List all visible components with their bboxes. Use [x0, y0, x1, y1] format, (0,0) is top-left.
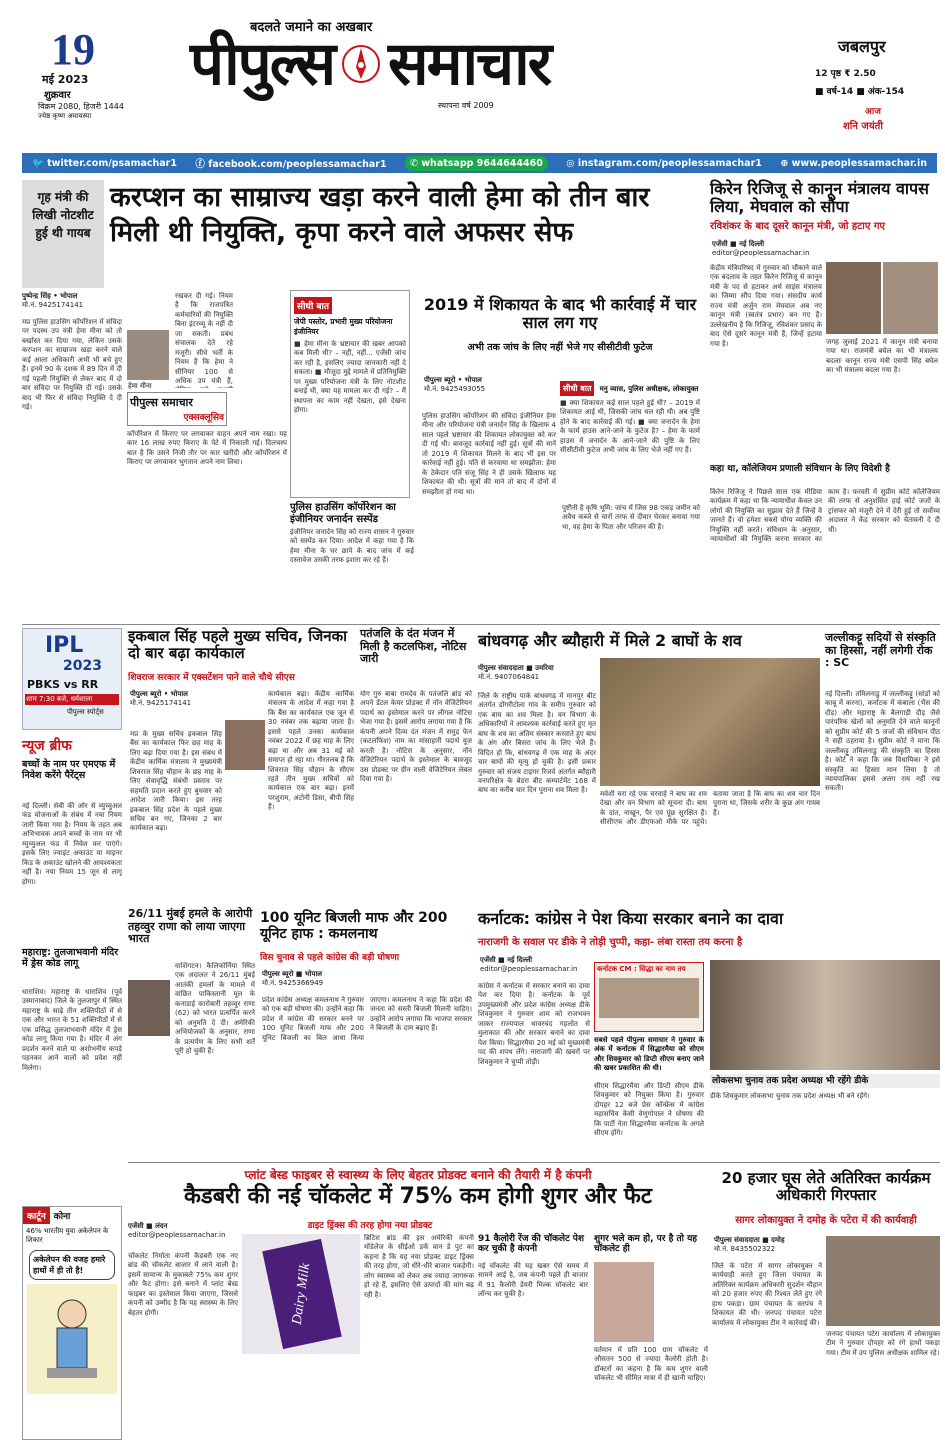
cartoon-box	[22, 1206, 122, 1440]
tithi: ज्येष्ठ कृष्ण अमावस्या	[38, 112, 92, 120]
badge-text: पीपुल्स समाचार	[130, 396, 193, 409]
lead-photo	[127, 330, 169, 380]
second-sidhi-who: मनु व्यास, पुलिस अधीक्षक, लोकायुक्त	[599, 385, 699, 393]
tiger-byline: पीपुल्स संवाददाता ■ उमरिया मो.नं. 9407064841	[478, 664, 554, 681]
iqbal-photo	[225, 720, 265, 770]
second-body: पुलिस हाउसिंग कॉर्पोरेशन की संविदा इंजीनियर हेमा मीना और परियोजना यंत्री जनार्दन सिंह के खिलाफ 4 साल पहले भ्रष्टाचार की शिकायत लोकायुक्त को कर दी गई थी। बावजूद कार्रवाई नहीं हुई। सूत्रों की मानें तो 2019 में शिकायत मिलने के बाद भी इस पर कार्रवाई नहीं हुई। पति से करवाया था समझौता: हेमा के ठेकेदार पति संजू सिंह ने ही उसके खिलाफ यह शिकायत की थी। सूत्रों की माने तो बाद में दोनों में समझौता हो गया था।	[422, 412, 556, 496]
news-brief-title: न्यूज ब्रीफ	[22, 738, 72, 754]
facebook-icon: ⓕ	[195, 159, 209, 170]
twitter-icon: 🐦	[32, 157, 48, 169]
lead-badge	[127, 392, 227, 426]
ipl-teams: PBKS vs RR	[27, 678, 99, 691]
tiger-body: जिले के राष्ट्रीय पार्क बांधवगढ़ में मानपुर बीट अंतर्गत डोंगरीटोला गांव के समीप गुरुवार को एक बाघ का शव मिला है। वन विभाग के अधिकारियों ने आवश्यक कार्रवाई करते हुए मृत बाघ के शव का अंतिम संस्कार करवाते हुए बाघ के अंग और बिसरा जांच के लिए भेजे हैं। विदित हो कि, बांधवगढ़ में एक माह के अंदर चार बाघों की मृत्यु हो चुकी है। इसी प्रकार गुरुवार को संजय टाइगर रिजर्व अंतर्गत ब्यौहारी वनपरिक्षेत्र के बेडरा बीट कम्पार्टमेंट 168 में बाघ का करीब चार दिन पुराना शव मिला है।	[478, 692, 596, 795]
lead-col3: कॉर्पोरेशन में किराए पर लगवाकर वाहन अपने नाम रखा। यह कार 16 लाख रुपए किराए के पेटे में निकाली गई। दिलचस्प बात है कि उसने निजी तौर पर कार खरीदी और कॉर्पोरेशन में किराए पर लगवाकर भुगतान अपने नाम लिया।	[127, 430, 287, 467]
date-block	[38, 25, 148, 121]
sugar-photo	[594, 1262, 654, 1342]
second-sidhi-label: सीधी बात	[560, 381, 594, 396]
kamalnath-headline: 100 यूनिट बिजली माफ और 200 यूनिट हाफ : कमलनाथ	[260, 910, 448, 943]
cadbury-headline: कैडबरी की नई चॉकलेट में 75% कम होगी शुगर और फैट	[184, 1184, 652, 1209]
badge-text-2: एक्सक्लूसिव	[183, 413, 224, 423]
cadbury-kicker: प्लांट बेस्ड फाइबर से स्वास्थ्य के लिए बेहतर प्रोडक्ट बनाने की तैयारी में है कंपनी	[244, 1168, 592, 1182]
kamalnath-body: प्रदेश कांग्रेस अध्यक्ष कमलनाथ ने गुरुवार को एक बड़ी घोषणा की। उन्होंने कहा कि प्रदेश में कांग्रेस की सरकार बनने पर 100 यूनिट बिजली माफ और 200 यूनिट बिजली का बिल आधा किया जाएगा। कमलनाथ ने कहा कि प्रदेश की जनता को सस्ती बिजली मिलनी चाहिए। उन्होंने आरोप लगाया कि भाजपा सरकार ने बिजली के दाम बढ़ाए हैं।	[262, 996, 472, 1042]
brief-headline-2: महाराष्ट्र: तुलजाभवानी मंदिर में ड्रेस कोड लागू	[22, 947, 119, 969]
arrest-headline: 20 हजार घूस लेते अतिरिक्त कार्यक्रम अधिकारी गिरफ्तार	[721, 1169, 931, 1205]
tiger-col2: मवेशी चरा रहे एक चरवाहे ने बाघ का शव देखा और वन विभाग को सूचना दी। बाघ के दांत, नाखून, पैर एवं पूंछ सुरक्षित हैं। सीसीएफ और डीएफओ मौके पर पहुंचे। बताया जाता है कि बाघ का शव चार दिन पुराना था, जिसके शरीर के कुछ अंग गायब हैं।	[600, 790, 820, 827]
arrest-sub: सागर लोकायुक्त ने दमोह के पटेरा में की कार्यवाही	[735, 1215, 917, 1226]
second-sub: अभी तक जांच के लिए नहीं भेजे गए सीसीटीवी फुटेज	[467, 342, 653, 353]
patanjali-body: योग गुरु बाबा रामदेव के पतंजलि ब्रांड को अपने डेंटल केयर प्रोडक्ट में नॉन वेजिटेरियन पदार्थ का इस्तेमाल करने पर लीगल नोटिस भेजा गया है। इसमें आरोप लगाया गया है कि कंपनी अपने दिव्य दंत मंजन में समुद्र फेन (कटलफिश) नाम का मांसाहारी पदार्थ यूज करती है। नोटिस के अनुसार, नॉन वेजिटेरियन पदार्थ के इस्तेमाल के बावजूद उस प्रोडक्ट पर ग्रीन वाली वेजिटेरियन लेबल दिया गया है।	[360, 690, 472, 783]
cartoon-header	[23, 1207, 121, 1224]
mini-photo	[599, 978, 699, 1018]
iqbal-sub: शिवराज सरकार में एक्सटेंशन पाने वाले चौथे सीएस	[128, 673, 295, 683]
price: 12 पृष्ठ ₹ 2.50	[815, 69, 876, 79]
rijiju-sub: रविशंकर के बाद दूसरे कानून मंत्री, जो हटाए गए	[710, 221, 886, 232]
karnataka-caption-body: डीके शिवकुमार लोकसभा चुनाव तक प्रदेश अध्यक्ष भी बने रहेंगे।	[710, 1092, 870, 1100]
ipl-time: शाम 7:30 बजे, धर्मशाला	[25, 694, 119, 705]
karnataka-caption: लोकसभा चुनाव तक प्रदेश अध्यक्ष भी रहेंगे डीके	[710, 1074, 940, 1088]
patanjali-headline: पतंजलि के दंत मंजन में मिली है कटलफिश, नोटिस जारी	[360, 627, 467, 666]
instagram-link[interactable]: ◎ instagram.com/peoplessamachar1	[566, 157, 762, 169]
sidhi-who: जेपी पस्तोर, प्रभारी मुख्य परियोजना इंजीनियर	[294, 317, 393, 336]
established: स्थापना वर्ष 2009	[438, 101, 494, 110]
sugar-headline: शुगर भले कम हो, पर है तो यह चॉकलेट ही	[594, 1234, 698, 1255]
chocolate-bar: Dairy Milk	[262, 1239, 341, 1349]
cartoon-drawing	[27, 1284, 117, 1394]
brief-headline-1: बच्चों के नाम पर एमएफ में निवेश करेंगे पैरेंट्स	[22, 759, 116, 781]
rijiju-subhead: कहा था, कॉलेजियम प्रणाली संविधान के लिए विदेशी है	[710, 464, 890, 474]
karnataka-photo	[710, 960, 940, 1070]
kamalnath-byline: पीपुल्स ब्यूरो ■ भोपाल मो.नं. 9425366949	[262, 970, 324, 987]
ipl-logo: IPL	[45, 633, 84, 658]
iqbal-col2: कार्यकाल बढ़ा। केंद्रीय कार्मिक मंत्रालय के आदेश में कहा गया है कि बैंस का कार्यकाल एक जून से 30 नवंबर तक बढ़ाया जाता है। इससे पहले उनका कार्यकाल नवंबर 2022 में छह माह के लिए बढ़ा था और अब 31 मई को समाप्त हो रहा था। गौरतलब है कि शिवराज सिंह चौहान के सीएम रहते तीन मुख्य सचिवों को कार्यकाल एक बार बढ़ा। इनमें परशुराम, अंटोनी डिसा, बीपी सिंह हैं।	[268, 690, 354, 812]
masthead	[0, 0, 945, 152]
second-byline: पीपुल्स ब्यूरो • भोपाल मो.नं. 9425493055	[424, 376, 486, 393]
samvat: विक्रम 2080, हिजरी 1444	[38, 102, 124, 111]
rana-headline: 26/11 मुंबई हमले के आरोपी तहव्वुर राणा को लाया जाएगा भारत	[128, 907, 253, 946]
lead-headline: करप्शन का साम्राज्य खड़ा करने वाली हेमा को तीन बार मिली थी नियुक्ति, कृपा करने वाले अफसर सेफ	[110, 182, 650, 249]
rijiju-photo	[826, 262, 938, 334]
pen-logo-icon	[340, 43, 382, 85]
calorie-headline: 91 कैलोरी रेंज की चॉकलेट पेश कर चुकी है कंपनी	[478, 1234, 584, 1255]
city: जबलपुर	[838, 37, 886, 56]
cadbury-sub: डाइट ड्रिंक्स की तरह होगा नया प्रोडक्ट	[307, 1221, 433, 1231]
police-box	[290, 502, 414, 620]
sidhi-baat-box	[290, 290, 410, 498]
title-right: समाचार	[388, 29, 551, 99]
web-link[interactable]: ⊕ www.peoplessamachar.in	[780, 157, 927, 169]
cadbury-col2: ब्रिटिश ब्रांड की इस अमेरिकी कंपनी मोंडेलेज के सीईओ डर्क वान डे पुट का कहना है कि यह नया प्रोडक्ट डाइट ड्रिंक्स की तरह होगा, जो धीरे-धीरे बाजार पकड़ेगी। लोग स्वास्थ्य को लेकर अब ज्यादा जागरूक हो रहे हैं, इसलिए ऐसे उत्पादों की मांग बढ़ रही है।	[364, 1234, 474, 1299]
cadbury-body: चॉकलेट निर्माता कंपनी कैडबरी एक नए ब्रांड की चॉकलेट बाजार में लाने वाली है। इसमें सामान्य के मुकाबले 75% कम शुगर और फैट होगा। इसे बनाने में प्लांट बेस्ड फाइबर का इस्तेमाल किया जाएगा, जिससे कंपनी को उम्मीद है कि यह स्वास्थ्य के लिए बेहतर होगी।	[128, 1252, 238, 1317]
tiger-photo	[600, 658, 820, 786]
second-body-2: पुष्टीनी है कृषि भूमि: जांच में जिस 98 एकड़ जमीन को अवैध कब्जे से चारों तरफ से दीवार घेरकर बनाया गया था, वह हेमा के पिता और परिजन की है।	[562, 504, 700, 531]
instagram-icon: ◎	[566, 157, 578, 169]
arrest-byline: पीपुल्स संवाददाता ■ दमोह मो.नं. 8435502322	[714, 1236, 785, 1253]
rijiju-caption: जगह जुलाई 2021 में कानून मंत्री बनाया गया था। राजमंत्री बघेल का भी मंत्रालय बदलाः कानून राज्य मंत्री एसपी सिंह बघेल का भी मंत्रालय बदला गया है।	[826, 338, 938, 375]
rijiju-photo-1	[826, 262, 881, 334]
karnataka-mini-caption: सबसे पहले पीपुल्स समाचार ने गुरुवार के अंक में कर्नाटक में सिद्धारमैया को सीएम और शिवकुमार को डिप्टी सीएम बनाए जाने की खबर प्रकाशित की थी।	[594, 1036, 704, 1073]
lead-col2: रखकर दी गई। नियम है कि राजपत्रित कर्मचारियों की नियुक्ति बिना इंटरव्यू के नहीं दी जा सकती। प्रबंध संचालक देते रहे मंजूरी। सीधे भर्ती के नियम हैं कि हेमा ने सीनियर 100 से अधिक उप यंत्री हैं,	[175, 292, 233, 385]
lead-photo-caption: हेमा मीना	[128, 382, 152, 390]
whatsapp-link[interactable]: ✆ whatsapp 9644644460	[405, 156, 548, 171]
brief-body-2: धाराशिव। महाराष्ट्र के धाराशिव (पूर्व उस्मानाबाद) जिले के तुलजापुर में स्थित महाराष्ट्र के साढ़े तीन शक्तिपीठों में से एक और भारत के 51 शक्तिपीठों में से एक प्रसिद्ध तुलजाभवानी मंदिर में ड्रेस कोड लागू किया गया है। मंदिर में अंग प्रदर्शन करने वाले या अशोभनीय कपड़े पहनकर आने वालों को प्रवेश नहीं मिलेगा।	[22, 988, 122, 1072]
ipl-credit: पीपुल्स स्पोर्ट्स	[67, 708, 104, 716]
rijiju-photo-2	[883, 262, 938, 334]
second-sidhi	[560, 376, 700, 509]
lead-col1: मप्र पुलिस हाउसिंग कॉर्पोरेशन में संविदा पर पदस्थ उप यंत्री हेमा मीना को तो बर्खास्त कर दिया गया, लेकिन उसके करप्शन का साम्राज्य खड़ा करने वाले कई आला अधिकारी अभी भी बचे हुए हैं। इनमें 90 के दशक में 89 दिन में दी गई पहली नियुक्ति से लेकर बाद में दो बार संविदा पर नियुक्ति दी गई। उसके बाद भी फिर से संविदा नियुक्ति दे दी गई।	[22, 318, 122, 411]
twitter-link[interactable]: 🐦 twitter.com/psamachar1	[32, 157, 177, 169]
issue: ■ वर्ष-14 ■ अंक-154	[815, 87, 905, 97]
rijiju-body2: किरेन रिजिजू ने पिछले साल एक मीडिया कार्यक्रम में कहा था कि न्यायाधीश केवल उन लोगों की नियुक्ति का सुझाव देते हैं जिन्हें वे जानते हैं। वो हमेशा सबसे योग्य व्यक्ति की नियुक्ति नहीं करते। संविधान के अनुसार, न्यायाधीशों की नियुक्ति करना सरकार का काम है। फरवरी में सुप्रीम कोर्ट कॉलेजियम की तरफ से अनुशंसित हाई कोर्ट जजों के ट्रांसफर को मंजूरी देने में देरी हुई तो सर्वोच्च अदालत ने केंद्र सरकार को चेतावनी दे दी थी।	[710, 488, 940, 544]
paper-title	[190, 30, 760, 98]
side-ribbon: गृह मंत्री की लिखी नोटशीट हुई थी गायब	[22, 180, 104, 288]
karnataka-headline: कर्नाटक: कांग्रेस ने पेश किया सरकार बनाने का दावा	[478, 909, 784, 928]
festival: शनि जयंती	[843, 121, 883, 132]
date-month: मई 2023	[42, 73, 89, 86]
iqbal-byline: पीपुल्स ब्यूरो • भोपाल मो.नं. 9425174141	[130, 690, 192, 707]
karnataka-sub: नाराजगी के सवाल पर डीके ने तोड़ी चुप्पी, कहा- लंबा रास्ता तय करना है	[478, 937, 743, 948]
rana-photo	[128, 980, 170, 1036]
karnataka-mini	[594, 962, 704, 1032]
globe-icon: ⊕	[780, 157, 792, 169]
divider	[22, 624, 940, 625]
second-qa: ■ क्या शिकायत कई साल पहले हुई थी? – 2019 में शिकायत आई थी, जिसकी जांच चल रही थी। अब पुष्टि होने के बाद कार्रवाई की गई। ■ क्या जनार्दन के हेमा के फार्म हाउस आने-जाने के फुटेज है? – हेमा के फार्म हाउस में जनार्दन के आने-जाने की पुष्टि के लिए सीसीटीवी फुटेज अभी जांच के लिए भेजे नहीं गए हैं।	[560, 399, 700, 455]
cadbury-byline: एजेंसी ■ लंदन editor@peoplessamachar.in	[128, 1222, 226, 1239]
arrest-body: जिले के पटेरा में सागर लोकायुक्त ने कार्यवाही करते हुए जिला पंचायत के अतिरिक्त कार्यक्रम अधिकारी सुदर्शन चौहान को 20 हजार रुपए की रिश्वत लेते हुए रंगे हाथ पकड़ा। ग्राम पंचायत के सरपंच ने शिकायत की थी। जनपद पंचायत पटेरा कार्यालय में लोकायुक्त टीम ने कार्रवाई की।	[712, 1262, 822, 1327]
rana-body: वाशिंगटन। कैलिफोर्निया स्थित एक अदालत ने 26/11 मुंबई आतंकी हमलों के मामले में वांछित पाकिस्तानी मूल के कनाडाई कारोबारी तहव्वुर राणा (62) को भारत प्रत्यर्पित करने को अनुमति दे दी। अमेरिकी अभियोजकों के अनुसार, राणा के प्रत्यर्पण के लिए सभी शर्तें पूरी हो चुकी हैं।	[175, 962, 255, 1055]
karnataka-col2: सीएम सिद्धारमैया और डिप्टी सीएम डीके शिवकुमार को नियुक्त किया है। गुरुवार दोपहर 12 बजे प्रेस कॉन्फ्रेंस में कांग्रेस महासचिव केसी वेणुगोपाल ने घोषणा की कि पार्टी नेता सिद्धारमैया कर्नाटक के अगले सीएम होंगे।	[594, 1082, 704, 1138]
tagline: बदलते जमाने का अखबार	[250, 20, 373, 35]
karnataka-byline: एजेंसी ■ नई दिल्ली editor@peoplessamachar.in	[480, 956, 578, 973]
jallikattu-headline: जल्लीकट्टू सदियों से संस्कृति का हिस्सा, नहीं लगेगी रोक : SC	[825, 631, 936, 670]
lead-byline: पुष्पेन्द्र सिंह • भोपाल मो.नं. 9425174141	[22, 292, 84, 309]
mini-label: कर्नाटक CM : सिद्धा का नाम तय	[597, 965, 686, 973]
facebook-link[interactable]: ⓕ facebook.com/peoplessamachar1	[195, 159, 387, 170]
cartoon-corner: कोना	[53, 1212, 71, 1222]
police-title: पुलिस हाउसिंग कॉर्पोरेशन का इंजीनियर जनार्दन सस्पेंड	[290, 502, 396, 525]
iqbal-headline: इकबाल सिंह पहले मुख्य सचिव, जिनका दो बार बढ़ा कार्यकाल	[128, 627, 348, 663]
police-text: इंजीनियर जनार्दन सिंह को राज्य शासन ने गुरुवार को सस्पेंड कर दिया। आदेश में कहा गया है कि हेमा मीना के घर छापे के बाद जांच में कई दस्तावेज उसकी तरफ इशारा कर रहे हैं।	[290, 528, 414, 565]
divider-2	[128, 1162, 940, 1163]
second-headline: 2019 में शिकायत के बाद भी कार्रवाई में चार साल लग गए	[423, 295, 697, 333]
title-left: पीपुल्स	[190, 29, 335, 99]
cartoon-label: कार्टून	[23, 1207, 50, 1224]
karnataka-body: कांग्रेस ने कर्नाटक में सरकार बनाने का दावा पेश कर दिया है। कर्नाटक के पूर्व उपमुख्यमंत्री और प्रदेश कांग्रेस अध्यक्ष डीके शिवकुमार ने गुरुवार शाम को राजभवन जाकर राज्यपाल थावरचंद गहलोत से मुलाकात की और सरकार बनाने का दावा पेश किया। सिद्धारमैया 20 मई को मुख्यमंत्री पद की शपथ लेंगे। नाराजगी की खबरों पर शिवकुमार ने चुप्पी तोड़ी।	[478, 982, 590, 1066]
rijiju-byline: एजेंसी ■ नई दिल्ली editor@peoplessamachar.in	[712, 240, 810, 257]
social-bar	[22, 153, 937, 173]
jallikattu-body: नई दिल्ली। तमिलनाडु में जल्लीकट्टू (सांडों को काबू में करना), कर्नाटक में कंबाला (भैंस की दौड़) और महाराष्ट्र के बैलगाड़ी दौड़ जैसे पारंपरिक खेलों को अनुमति देने वाले कानूनों को सुप्रीम कोर्ट की 5 जजों की संविधान पीठ ने सही ठहराया है। सुप्रीम कोर्ट ने माना कि जल्लीकट्टू तमिलनाडु की संस्कृति का हिस्सा है। कोर्ट ने कहा कि जब विधायिका ने इसे संस्कृति का हिस्सा मान लिया है तो न्यायपालिका इससे अलग राय नहीं रख सकती।	[825, 690, 940, 793]
chocolate-photo	[242, 1234, 360, 1354]
date-day: 19	[51, 25, 95, 74]
sidhi-label: सीधी बात	[294, 297, 332, 314]
aaj: आज	[865, 107, 881, 117]
sugar-body: वर्तमान में प्रति 100 ग्राम चॉकलेट में औसतन 500 से ज्यादा कैलोरी होती है। डॉक्टरों का कहना है कि कम शुगर वाली चॉकलेट भी सीमित मात्रा में ही खानी चाहिए।	[594, 1346, 708, 1383]
kamalnath-sub: विस चुनाव से पहले कांग्रेस की बड़ी घोषणा	[260, 953, 400, 963]
sidhi-text: ■ हेमा मीना के भ्रष्टाचार की खबर आपको कब मिली थी? – नहीं, नहीं... एजेंसी जांच कर रही है, इसलिए ज्यादा जानकारी नहीं दे सकता। ■ मौजूदा मुद्दे मामले में प्रतिनियुक्ति पर मुख्य परियोजना यंत्री के लिए नोटशीट बनाई थी, क्या यह मामला कर दी गई? – मैं स्थापना का काम नहीं देखता, इसे देखना होगा।	[294, 340, 406, 415]
iqbal-body: मप्र के मुख्य सचिव इकबाल सिंह बैंस का कार्यकाल फिर छह माह के लिए बढ़ा दिया गया है। इस संबंध में केंद्रीय कार्मिक मंत्रालय ने मुख्यमंत्री शिवराज सिंह चौहान के छह माह के लिए सेवावृद्धि संबंधी प्रस्ताव पर सहमति प्रदान करते हुए बुधवार को आदेश जारी किया। इस तरह इकबाल सिंह प्रदेश के पहले मुख्य सचिव बन गए, जिनका 2 बार कार्यकाल बढ़ा।	[130, 730, 222, 833]
weekday: शुक्रवार	[44, 90, 71, 101]
arrest-body-2: जनपद पंचायत पटेरा कार्यालय में लोकायुक्त टीम ने गुरुवार दोपहर को रंगे हाथों पकड़ा गया। टीम में उप पुलिस अधीक्षक शामिल रहे।	[826, 1330, 940, 1357]
ipl-box	[22, 628, 122, 730]
brief-body-1: नई दिल्ली। सेबी की ओर से म्युच्युअल फंड योजनाओं के संबंध में नया नियम जारी किया गया है। नियम के तहत अब अभिभावक अपने बच्चों के नाम पर भी म्युच्युअल फंड में निवेश कर पाएंगे। इसके लिए ज्वाइंट अकाउंट या माइनर किड के अकाउंट खोलने की आवश्यकता नहीं है। नया नियम 15 जून से लागू होगा।	[22, 802, 122, 886]
tiger-headline: बांधवगढ़ और ब्यौहारी में मिले 2 बाघों के शव	[478, 631, 742, 650]
rijiju-body: केंद्रीय मंत्रिपरिषद में गुरुवार को चौंकाने वाले एक बदलाव के तहत किरेन रिजिजू से कानून मंत्री के पद से हटाकर अर्थ साइंस मंत्रालय का जिम्मा सौंप दिया गया। संसदीय कार्य राज्य मंत्री अर्जुन राम मेघवाल अब नए कानून मंत्री (स्वतंत्र प्रभार) बन गए हैं। उल्लेखनीय है कि रिजिजू, रविशंकर प्रसाद के बाद ऐसे दूसरे कानून मंत्री हैं, जिन्हें हटाया गया है।	[710, 264, 822, 348]
calorie-body: नई चॉकलेट की यह खबर ऐसे समय में सामने आई है, जब कंपनी पहले ही बाजार में 91 कैलोरी डेयरी मिल्क चॉकलेट बार लॉन्च कर चुकी है।	[478, 1262, 588, 1299]
rijiju-headline: किरेन रिजिजू से कानून मंत्रालय वापस लिया, मेघवाल को सौंपा	[710, 179, 929, 217]
cartoon-speech: अकेलेपन की वजह हमारे हाथों में ही तो है!	[29, 1250, 115, 1280]
arrest-photo	[826, 1236, 940, 1326]
ipl-year: 2023	[63, 658, 102, 674]
cartoon-caption: 46% भारतीय युवा अकेलेपन के शिकार	[26, 1227, 109, 1244]
whatsapp-icon: ✆	[410, 157, 422, 169]
